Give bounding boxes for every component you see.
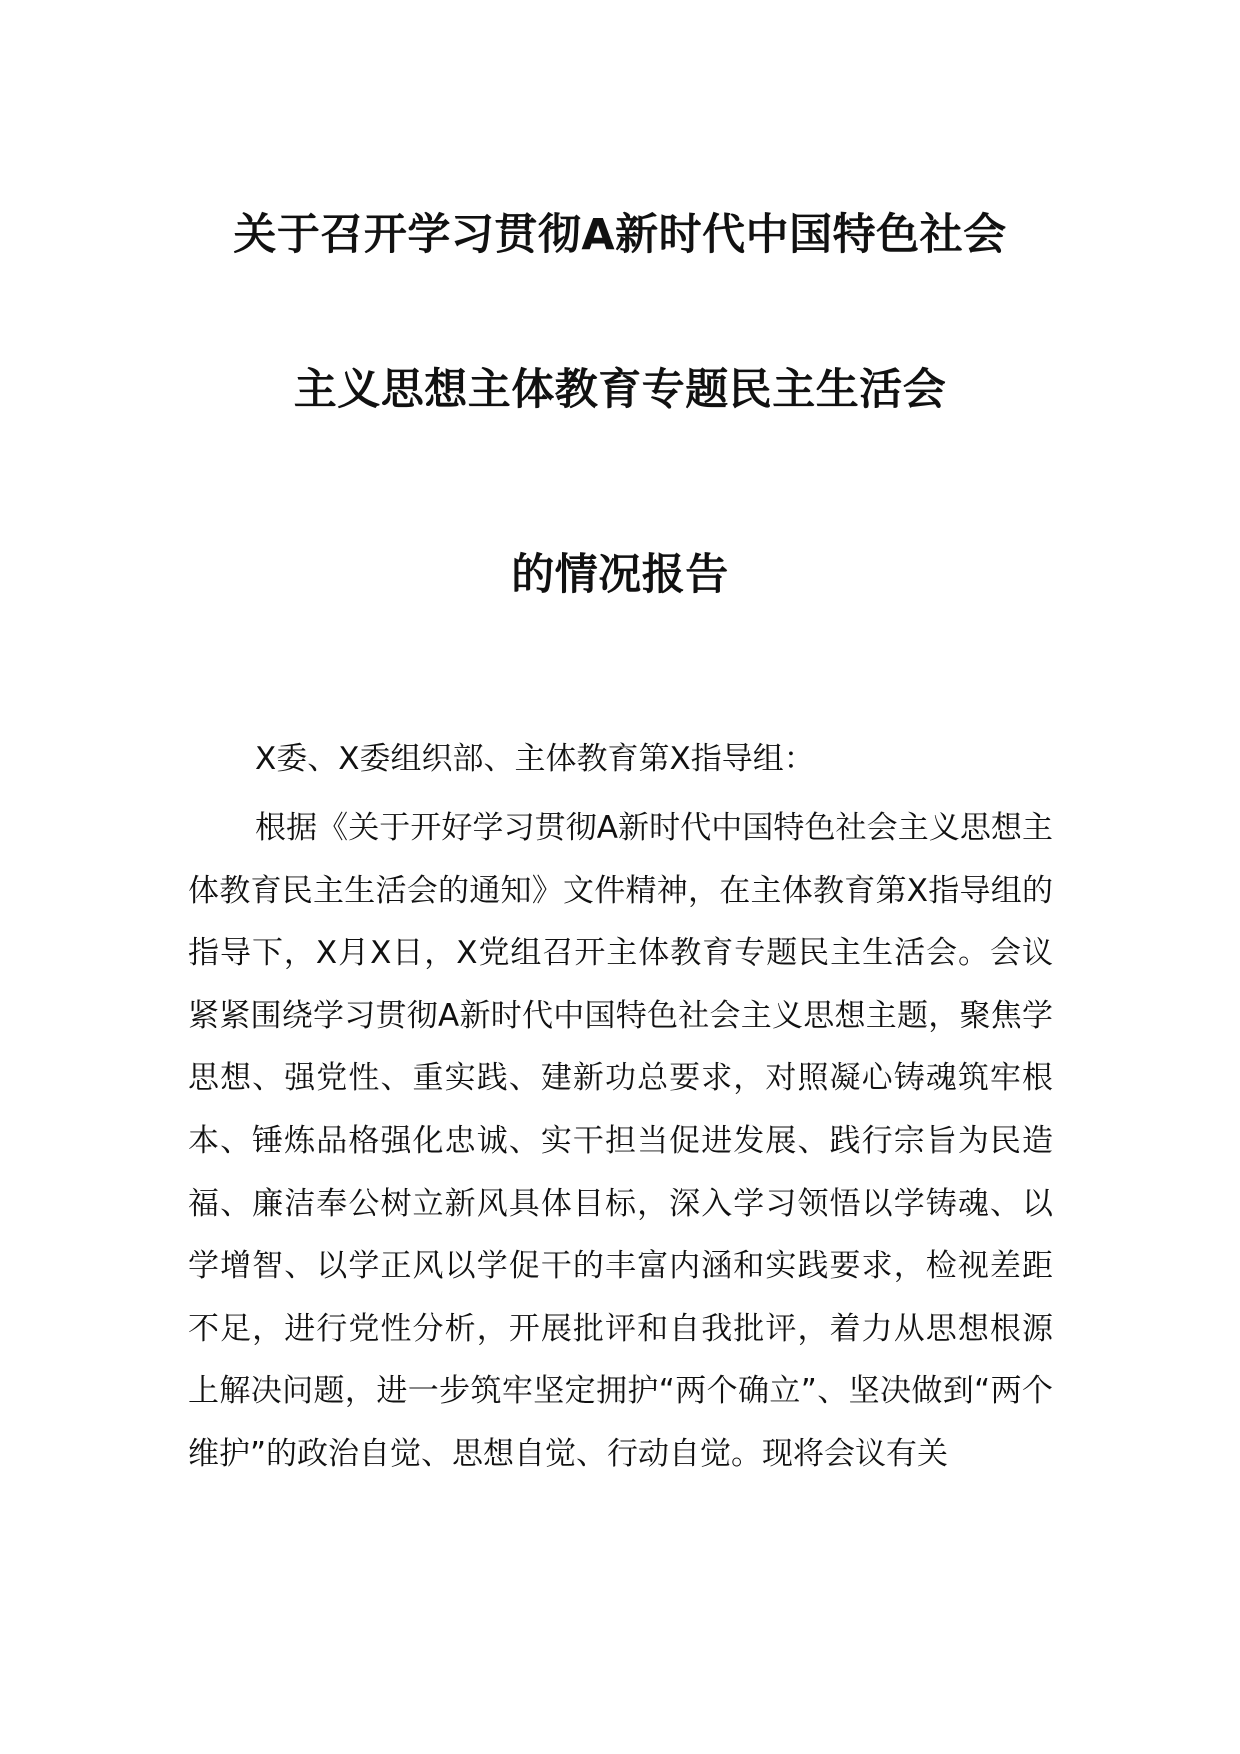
document-title-line-2: 主义思想主体教育专题民主生活会 bbox=[293, 365, 947, 415]
document-title-line-1: 关于召开学习贯彻A新时代中国特色社会 bbox=[233, 210, 1007, 260]
body-paragraph: 根据《关于开好学习贯彻A新时代中国特色社会主义思想主体教育民主生活会的通知》文件精神，在主体教育第X指导组的指导下，X月X日，X党组召开主体教育专题民主生活会。会议紧紧围绕学习贯彻A新时代中国特色社会主义思想主题，聚焦学思想、强党性、重实践、建新功总要求，对照凝心铸魂筑牢根本、锤炼品格强化忠诚、实干担当促进发展、践行宗旨为民造福、廉洁奉公树立新风具体目标，深入学习领悟以学铸魂、以学增智、以学正风以学促干的丰富内涵和实践要求，检视差距不足，进行党性分析，开展批评和自我批评，着力从思想根源上解决问题，进一步筑牢坚定拥护“两个确立”、坚决做到“两个维护”的政治自觉、思想自觉、行动自觉。现将会议有关 bbox=[188, 810, 1053, 1472]
document-title-line-3: 的情况报告 bbox=[511, 550, 729, 600]
salutation: X委、X委组织部、主体教育第X指导组： bbox=[255, 741, 815, 777]
